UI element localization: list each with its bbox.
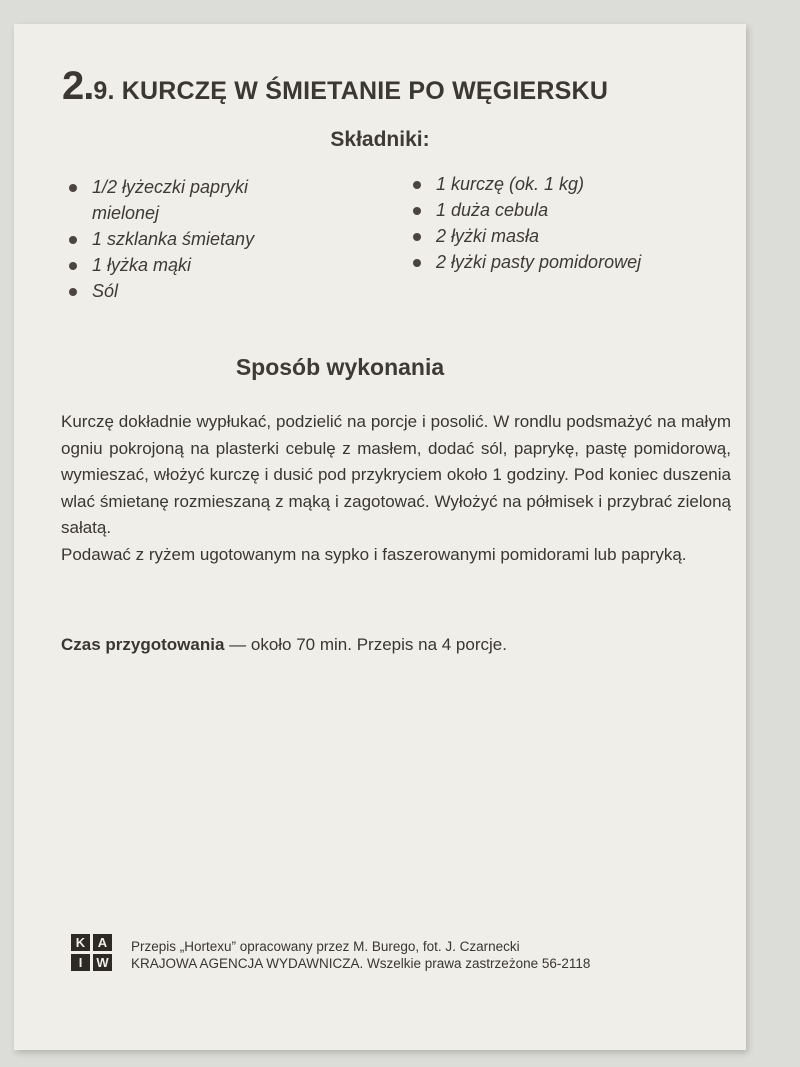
- ingredients-list-right: [410, 171, 730, 275]
- ingredient-item: 2 łyżki pasty pomidorowej: [410, 249, 730, 275]
- publisher-footer: [131, 938, 590, 972]
- kaw-logo: [71, 934, 113, 972]
- method-heading: Sposób wykonania: [235, 354, 445, 380]
- ingredient-item: 1 duża cebula: [410, 197, 730, 223]
- method-paragraph: Podawać z ryżem ugotowanym na sypko i faszerowanymi pomidorami lub papryką.: [61, 544, 687, 564]
- recipe-series-number: 2.: [62, 64, 94, 108]
- ingredient-item: Sól: [66, 278, 316, 304]
- ingredient-item: 1/2 łyżeczki papryki mielonej: [66, 174, 316, 226]
- method-paragraph: Kurczę dokładnie wypłukać, podzielić na porcje i posolić. W rondlu podsmażyć na małym ogniu pokrojoną na plasterki cebulę z masłem, dodać sól, paprykę, pastę pomidorową, wymieszać, włożyć kurczę i dusić pod przykryciem około 1 godziny. Pod koniec duszenia wlać śmietanę rozmieszaną z mąką i zagotować. Wyłożyć na półmisek i przybrać zieloną sałatą.: [61, 412, 731, 537]
- method-text: [61, 409, 731, 568]
- recipe-name: KURCZĘ W ŚMIETANIE PO WĘGIERSKU: [121, 77, 609, 105]
- recipe-title: [62, 64, 608, 109]
- footer-credit-line: Przepis „Hortexu” opracowany przez M. Burego, fot. J. Czarnecki: [131, 939, 520, 954]
- logo-letter: I: [71, 954, 90, 971]
- preparation-time-label: Czas przygotowania: [61, 635, 225, 654]
- logo-letter: A: [93, 934, 112, 951]
- footer-publisher-line: KRAJOWA AGENCJA WYDAWNICZA. Wszelkie prawa zastrzeżone 56-2118: [131, 956, 591, 971]
- preparation-time: [61, 635, 507, 655]
- ingredient-item: 1 szklanka śmietany: [66, 226, 316, 252]
- logo-letter: K: [71, 934, 90, 951]
- ingredient-item: 1 łyżka mąki: [66, 252, 316, 278]
- ingredients-heading: Składniki:: [330, 128, 430, 151]
- recipe-card: [14, 24, 746, 1050]
- recipe-number: 9.: [93, 77, 115, 105]
- preparation-time-value: — około 70 min. Przepis na 4 porcje.: [224, 635, 507, 654]
- ingredients-list-left: [66, 174, 316, 304]
- ingredient-item: 2 łyżki masła: [410, 223, 730, 249]
- logo-letter: W: [93, 954, 112, 971]
- ingredient-item: 1 kurczę (ok. 1 kg): [410, 171, 730, 197]
